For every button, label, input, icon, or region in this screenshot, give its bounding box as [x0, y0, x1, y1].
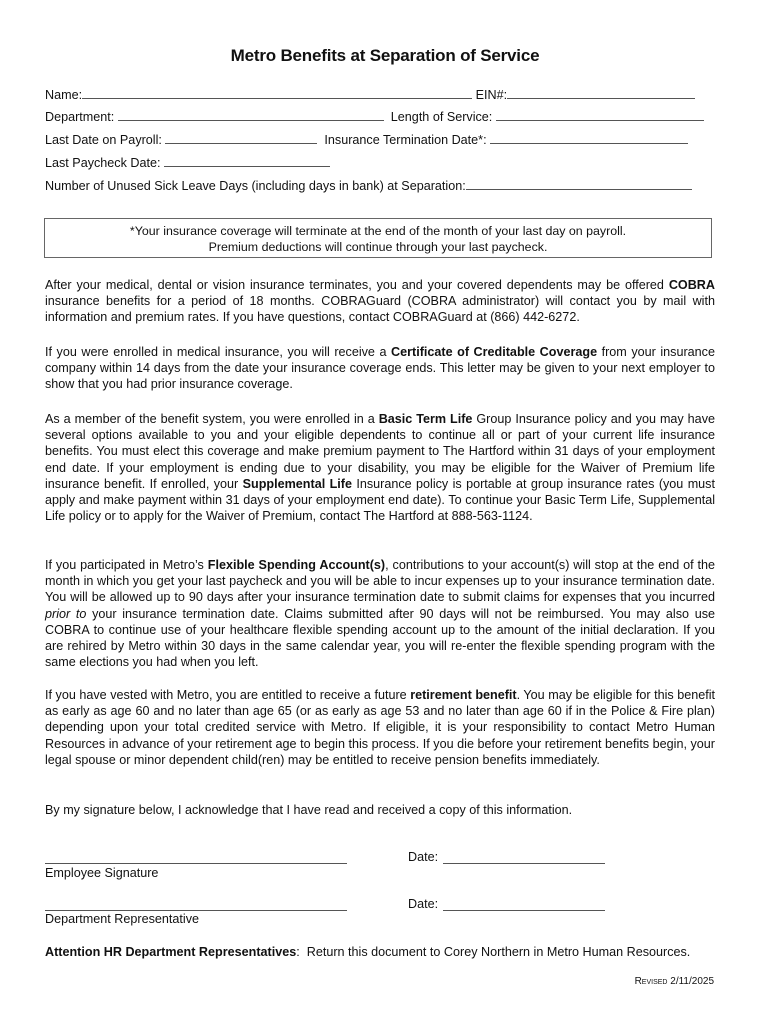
- field-row-department-service: [45, 108, 704, 124]
- life-text-2: Group Insurance policy and you may have several options available to you and your eligible dependents to continue all or part of your current life insurance benefits. You must elect this coverage and make premium payment to The Hartford within 31 days of your employment end date. If your employment is ending due to your disability, you may be eligible for the Waiver of Premium life insurance benefit. If enrolled, your: [45, 412, 715, 491]
- life-text-1: As a member of the benefit system, you were enrolled in a: [45, 412, 379, 426]
- fsa-text-1: If you participated in Metro’s: [45, 558, 208, 572]
- retirement-paragraph: [45, 687, 715, 768]
- field-row-name-ein: [45, 86, 695, 102]
- name-label: Name:: [45, 88, 83, 102]
- field-row-payroll-termination: [45, 131, 688, 147]
- department-rep-signature-label: Department Representative: [45, 912, 200, 926]
- life-text-3: Insurance policy is portable at group insurance rates (you must apply and make payment within 31 days of your employment end date). To continue your Basic Term Life, Supplemental Life policy or to apply for the Waiver of Premium, contact The Hartford at 888-563-1124.: [45, 476, 715, 524]
- certificate-paragraph: [45, 344, 715, 393]
- ein-label: EIN#:: [475, 88, 508, 102]
- certificate-bold: Certificate of Creditable Coverage: [391, 345, 598, 359]
- department-rep-date-label: Date:: [408, 897, 439, 911]
- fsa-bold: Flexible Spending Account(s): [207, 558, 386, 572]
- cobra-text-2: insurance benefits for a period of 18 months. COBRAGuard (COBRA administrator) will contact you by mail with information and premium rates. If you have questions, contact COBRAGuard at (866) 442-6272.: [45, 294, 715, 325]
- unused-sick-leave-label: Number of Unused Sick Leave Days (including days in bank) at Separation:: [45, 179, 466, 193]
- insurance-notice-box: [44, 218, 712, 258]
- attention-text: Return this document to Corey Northern in Metro Human Resources.: [299, 945, 691, 959]
- employee-date-label: Date:: [408, 850, 439, 864]
- unused-sick-leave-field[interactable]: [466, 177, 692, 190]
- name-field[interactable]: [82, 86, 472, 99]
- ein-field[interactable]: [507, 86, 695, 99]
- department-field[interactable]: [118, 108, 384, 121]
- insurance-termination-date-label: Insurance Termination Date*:: [324, 133, 487, 147]
- last-date-on-payroll-field[interactable]: [165, 131, 317, 144]
- employee-date-field[interactable]: [443, 862, 605, 864]
- insurance-termination-date-field[interactable]: [490, 131, 688, 144]
- life-insurance-paragraph: [45, 411, 715, 524]
- page-title: Metro Benefits at Separation of Service: [230, 46, 540, 65]
- department-rep-signature-line[interactable]: [45, 909, 347, 911]
- life-bold-supplemental: Supplemental Life: [242, 476, 352, 491]
- last-date-on-payroll-label: Last Date on Payroll:: [45, 133, 162, 147]
- length-of-service-field[interactable]: [496, 108, 704, 121]
- acknowledge-statement: By my signature below, I acknowledge that I have read and received a copy of this information.: [45, 803, 573, 817]
- field-row-paycheck: [45, 154, 330, 170]
- last-paycheck-date-field[interactable]: [164, 154, 330, 167]
- department-label: Department:: [45, 110, 115, 124]
- retirement-bold: retirement benefit: [410, 688, 517, 702]
- attention-colon: :: [296, 945, 300, 959]
- department-rep-date-field[interactable]: [443, 909, 605, 911]
- fsa-text-3: your insurance termination date. Claims submitted after 90 days will not be reimbursed. You may also use COBRA to continue use of your healthcare flexible spending account up to the amount of the initial declaration. If you are rehired by Metro within 30 days in the same calendar year, you will re-enter the flexible spending program with the same elections you had when you left.: [45, 606, 715, 670]
- notice-line-1: *Your insurance coverage will terminate at the end of the month of your last day on payroll.: [129, 224, 627, 238]
- retirement-text-1: If you have vested with Metro, you are entitled to receive a future: [45, 688, 411, 702]
- employee-signature-label: Employee Signature: [45, 866, 159, 880]
- notice-line-2: Premium deductions will continue through your last paycheck.: [208, 240, 548, 254]
- life-bold-basic-term: Basic Term Life: [378, 412, 473, 426]
- fsa-italic: prior to: [45, 606, 87, 621]
- fsa-text-2: , contributions to your account(s) will stop at the end of the month in which you get your last paycheck and you will be able to incur expenses up to your insurance termination date. You will be allowed up to 90 days after your insurance termination date to submit claims for expenses that you incurred: [45, 558, 716, 605]
- certificate-text-1: If you were enrolled in medical insurance, you will receive a: [45, 345, 391, 359]
- employee-signature-line[interactable]: [45, 862, 347, 864]
- attention-hr-note: [45, 944, 715, 960]
- certificate-text-2: from your insurance company within 14 days from the date your insurance coverage ends. This letter may be given to your next employer to show that you had prior insurance coverage.: [45, 345, 715, 392]
- cobra-bold: COBRA: [668, 278, 715, 292]
- revised-date: Revised 2/11/2025: [634, 976, 714, 987]
- cobra-paragraph: [45, 277, 715, 326]
- length-of-service-label: Length of Service:: [390, 110, 493, 124]
- fsa-paragraph: [45, 557, 715, 670]
- retirement-text-2: . You may be eligible for this benefit as early as age 60 and no later than age 65 (or as early as age 53 and no later than age 60 if in the Police & Fire plan) depending upon your total credited service with Metro. If eligible, it is your responsibility to contact Metro Human Resources in advance of your retirement age to begin this process. If you die before your retirement benefits begin, your legal spouse or minor dependent child(ren) may be entitled to receive pension benefits immediately.: [45, 688, 716, 767]
- field-row-sick-leave: [45, 177, 692, 193]
- attention-bold: Attention HR Department Representatives: [45, 945, 297, 959]
- cobra-text-1: After your medical, dental or vision insurance terminates, you and your covered dependents may be offered: [45, 278, 669, 292]
- last-paycheck-date-label: Last Paycheck Date:: [45, 156, 161, 170]
